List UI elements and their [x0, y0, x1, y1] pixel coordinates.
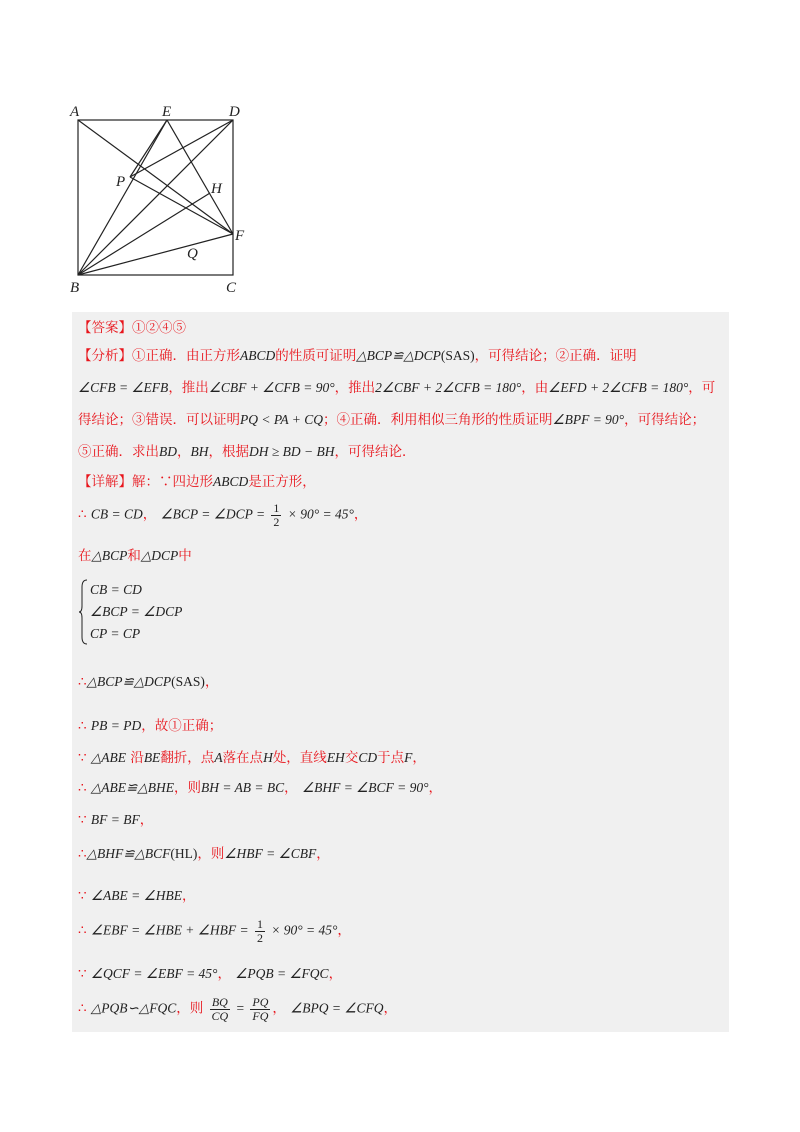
label-a: A [70, 104, 80, 120]
detail-line-2: ∴ CB = CD， ∠BCP = ∠DCP = $\frac{1}{2}$ × 90° = 45°， [78, 501, 368, 529]
label-f: F [235, 228, 245, 244]
left-brace-icon [78, 579, 88, 645]
label-p: P [116, 174, 126, 190]
segment-bf [78, 234, 233, 275]
detail-line-1: 【详解】解：∵四边形ABCD是正方形， [78, 474, 316, 490]
geometry-figure [66, 100, 266, 300]
label-e: E [162, 104, 172, 120]
solution-panel [72, 312, 729, 1032]
detail-line-7: ∴ △ABE≌△BHE，则BH = AB = BC， ∠BHF = ∠BCF = 90°， [78, 780, 443, 796]
detail-line-12: ∵ ∠QCF = ∠EBF = 45°， ∠PQB = ∠FQC， [78, 966, 343, 982]
detail-line-9: ∴△BHF≌△BCF(HL)，则∠HBF = ∠CBF， [78, 846, 330, 862]
system-row-1: CB = CD [90, 582, 142, 597]
system-row-2: ∠BCP = ∠DCP [90, 604, 183, 619]
fraction-bq-cq: $\frac{BQ}{CQ}$ [211, 995, 229, 1023]
fraction-pq-fq: $\frac{PQ}{FQ}$ [252, 995, 269, 1023]
diagonal-bd [78, 120, 233, 275]
therefore-symbol: ∴ [78, 506, 87, 523]
detail-line-4: ∴△BCP≌△DCP(SAS)， [78, 674, 219, 690]
detail-tag: 【详解】 [78, 474, 132, 490]
fraction-half-2: $\frac{1}{2}$ [256, 917, 263, 945]
detail-line-3: 在△BCP和△DCP中 [78, 548, 192, 564]
label-q: Q [187, 246, 198, 262]
answer-text: ①②④⑤ [132, 320, 186, 336]
detail-line-13: ∴ △PQB∽△FQC，则 $\frac{BQ}{CQ}$ = $\frac{PQ}{FQ}$ ， ∠BPQ = ∠CFQ， [78, 995, 398, 1023]
segment-be [78, 120, 167, 275]
label-h: H [211, 181, 222, 197]
analysis-line-2: ∠CFB = ∠EFB，推出∠CBF + ∠CFB = 90°，推出2∠CBF + 2∠CFB = 180°，由∠EFD + 2∠CFB = 180°，可 [78, 380, 716, 396]
analysis-tag: 【分析】 [78, 348, 132, 364]
analysis-line-3: 得结论；③错误．可以证明PQ < PA + CQ；④正确．利用相似三角形的性质证明∠BPF = 90°，可得结论； [78, 412, 706, 428]
answer-line [78, 316, 723, 336]
because-symbol: ∵ [78, 750, 87, 766]
segment-bh [78, 193, 210, 275]
detail-line-8: ∵ BF = BF， [78, 812, 154, 828]
detail-line-10: ∵ ∠ABE = ∠HBE， [78, 888, 196, 904]
segment-pd [130, 120, 233, 177]
square-diagram [66, 100, 266, 300]
segment-pe [130, 120, 167, 177]
segment-ef [167, 120, 233, 234]
detail-line-11: ∴ ∠EBF = ∠HBE + ∠HBF = $\frac{1}{2}$ × 90° = 45°， [78, 917, 351, 945]
answer-tag: 【答案】 [78, 320, 132, 336]
analysis-line-1: 【分析】①正确．由正方形ABCD的性质可证明△BCP≌△DCP(SAS)，可得结论；②正确．证明 [78, 348, 637, 364]
analysis-line-4: ⑤正确．求出BD，BH，根据DH ≥ BD − BH，可得结论． [78, 444, 416, 460]
label-d: D [229, 104, 240, 120]
system-row-3: CP = CP [90, 626, 141, 641]
label-c: C [226, 280, 237, 296]
detail-line-5: ∴ PB = PD，故①正确； [78, 718, 223, 734]
fraction-half: $\frac{1}{2}$ [273, 501, 280, 529]
label-b: B [70, 280, 80, 296]
detail-line-6: ∵ △ABE 沿BE翻折，点A落在点H处，直线EH交CD于点F， [78, 750, 426, 766]
